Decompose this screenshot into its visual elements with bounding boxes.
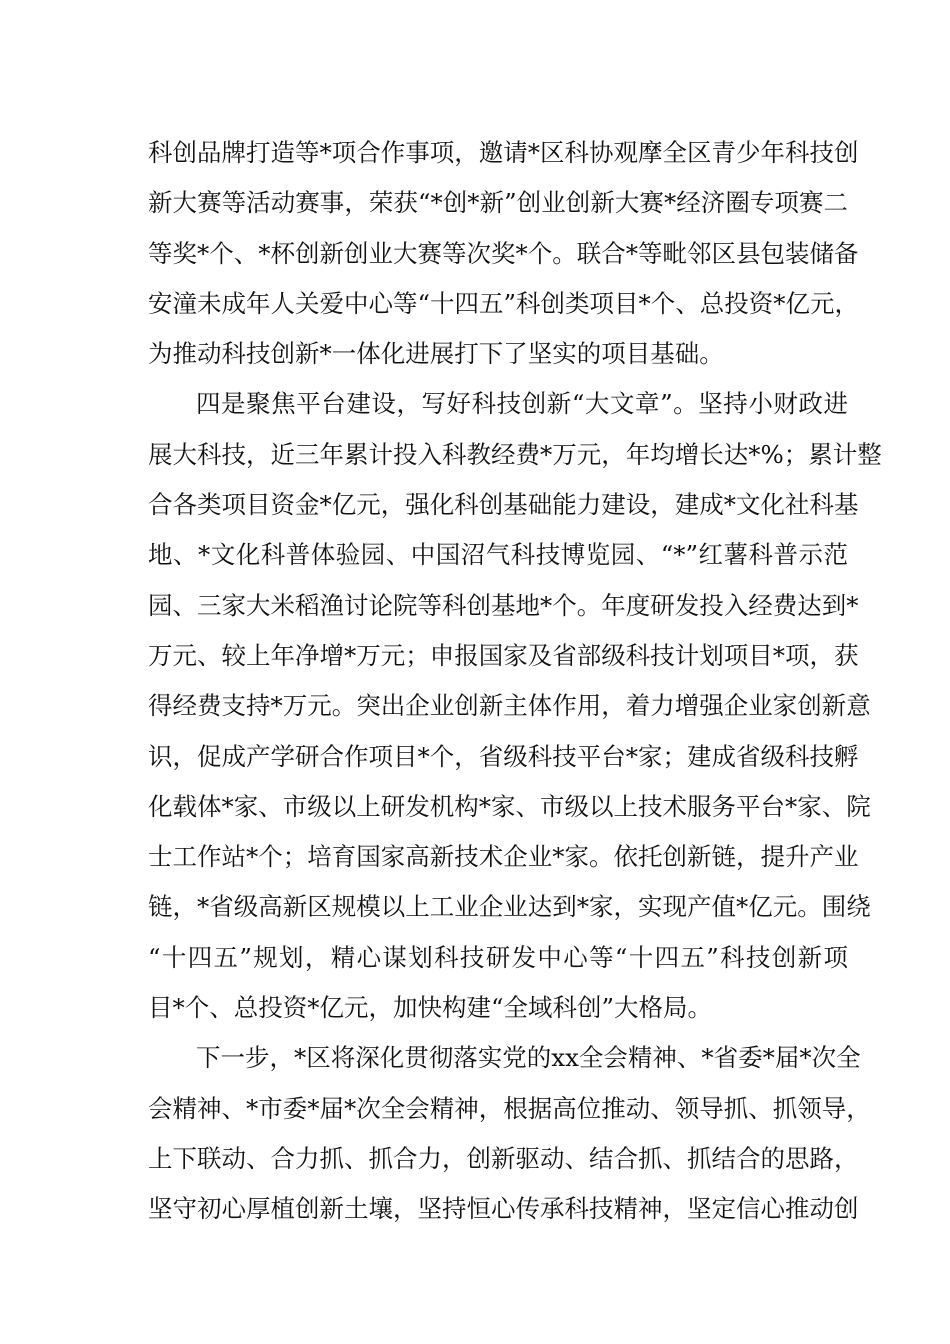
text-line: 为推动科技创新*一体化进展打下了坚实的项目基础。 bbox=[148, 339, 724, 369]
text-line: 地、*文化科普体验园、中国沼气科技博览园、“*”红薯科普示范 bbox=[148, 540, 848, 570]
text-line: 万元、较上年净增*万元；申报国家及省部级科技计划项目*项，获 bbox=[148, 640, 859, 670]
text-line: 识，促成产学研合作项目*个，省级科技平台*家；建成省级科技孵 bbox=[148, 741, 859, 771]
text-line: 安潼未成年人关爱中心等“十四五”科创类项目*个、总投资*亿元， bbox=[148, 288, 860, 318]
text-line: 目*个、总投资*亿元，加快构建“全域科创”大格局。 bbox=[148, 993, 713, 1023]
text-line: 科创品牌打造等*项合作事项，邀请*区科协观摩全区青少年科技创 bbox=[148, 138, 859, 167]
text-line: 得经费支持*万元。突出企业创新主体作用，着力增强企业家创新意 bbox=[148, 691, 871, 721]
text-line: 合各类项目资金*亿元，强化科创基础能力建设，建成*文化社科基 bbox=[148, 490, 859, 520]
paragraph-first-line: 下一步，*区将深化贯彻落实党的xx全会精神、*省委*届*次全 bbox=[196, 1043, 861, 1073]
text-line: 展大科技，近三年累计投入科教经费*万元，年均增长达*%；累计整 bbox=[148, 439, 882, 469]
text-line: 上下联动、合力抓、抓合力，创新驱动、结合抓、抓结合的思路， bbox=[148, 1143, 859, 1173]
text-line: 会精神、*市委*届*次全会精神，根据高位推动、领导抓、抓领导， bbox=[148, 1093, 871, 1123]
text-line: 新大赛等活动赛事，荣获“*创*新”创业创新大赛*经济圈专项赛二 bbox=[148, 188, 848, 218]
text-line: 链，*省级高新区规模以上工业企业达到*家，实现产值*亿元。围绕 bbox=[148, 892, 871, 922]
text-line: “十四五”规划，精心谋划科技研发中心等“十四五”科技创新项 bbox=[148, 942, 848, 972]
document-body bbox=[148, 128, 882, 1235]
text-line: 等奖*个、*杯创新创业大赛等次奖*个。联合*等毗邻区县包装储备 bbox=[148, 238, 859, 268]
text-line: 士工作站*个；培育国家高新技术企业*家。依托创新链，提升产业 bbox=[148, 842, 859, 872]
text-line: 坚守初心厚植创新土壤，坚持恒心传承科技精神，坚定信心推动创 bbox=[148, 1194, 859, 1224]
text-line: 化载体*家、市级以上研发机构*家、市级以上技术服务平台*家、院 bbox=[148, 791, 871, 821]
paragraph-first-line: 四是聚焦平台建设，写好科技创新“大文章”。坚持小财政进 bbox=[196, 389, 848, 419]
text-line: 园、三家大米稻渔讨论院等科创基地*个。年度研发投入经费达到* bbox=[148, 590, 859, 620]
